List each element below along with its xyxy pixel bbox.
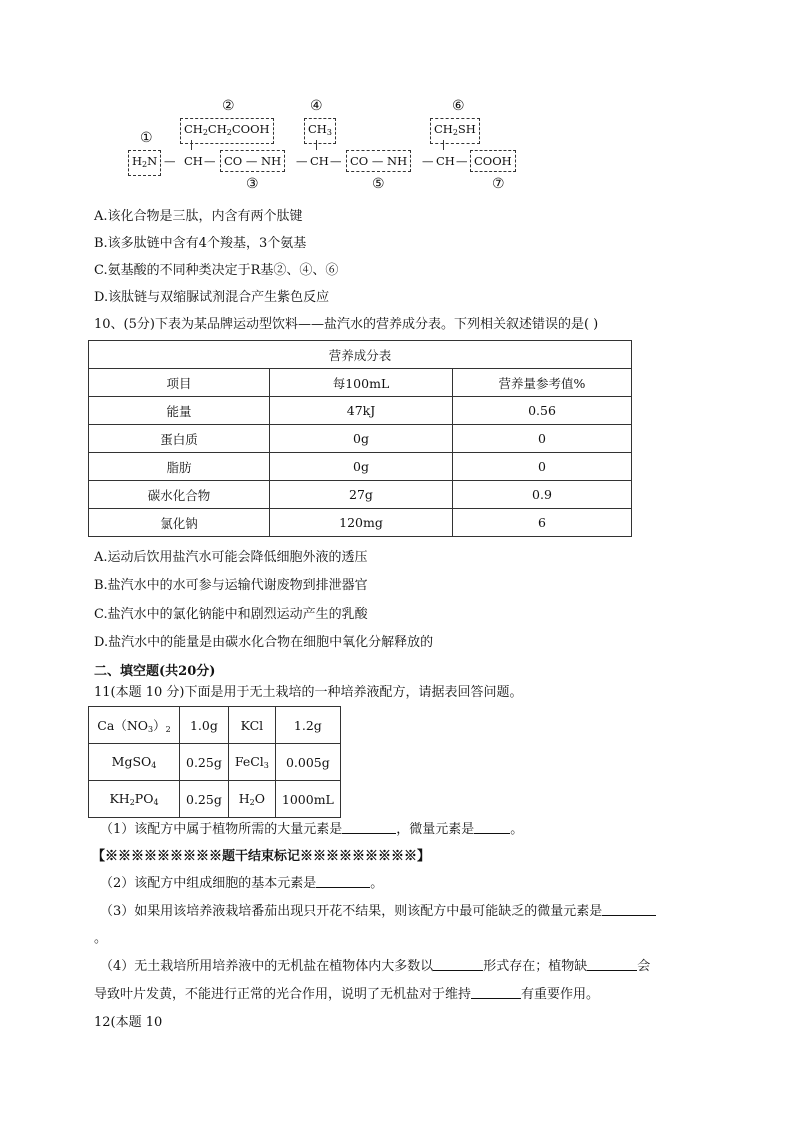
q11-part1-text-a: （1）该配方中属于植物所需的大量元素是 xyxy=(100,822,343,837)
alpha-carbon-1: CH xyxy=(184,154,203,168)
q11-part3-text-a: （3）如果用该培养液栽培番茄出现只开花不结果，则该配方中最可能缺乏的微量元素是 xyxy=(100,904,603,919)
q9-option-a: A.该化合物是三肽，内含有两个肽键 xyxy=(94,209,303,224)
table-cell: KCl xyxy=(228,707,275,744)
bond-vertical-2 xyxy=(316,140,317,150)
bond-4: — xyxy=(330,154,342,168)
table-cell: 1000mL xyxy=(275,781,340,818)
table-cell: FeCl$_3$ xyxy=(228,744,275,781)
peptide-bond-5-box xyxy=(346,150,411,172)
carboxyl-text: COOH xyxy=(474,154,512,168)
table-cell: 0.25g xyxy=(180,781,229,818)
q11-part4-line2 xyxy=(94,983,599,1002)
table-cell: 脂肪 xyxy=(89,453,270,481)
q10-option-a: A.运动后饮用盐汽水可能会降低细胞外液的透压 xyxy=(94,550,368,565)
amino-n: N xyxy=(147,154,158,168)
table-cell: 0g xyxy=(270,453,453,481)
label-circle-2: ② xyxy=(222,98,235,114)
table-row xyxy=(89,397,632,425)
peptide-bond-5-co: CO xyxy=(350,154,369,168)
answer-blank[interactable] xyxy=(433,958,483,971)
r-group-6-box xyxy=(430,118,480,144)
nutrition-table-title: 营养成分表 xyxy=(89,341,632,369)
r-group-2-box xyxy=(180,118,274,144)
label-circle-6: ⑥ xyxy=(452,98,465,114)
bond-5: — xyxy=(422,154,434,168)
peptide-bond-3-box xyxy=(220,150,285,172)
r-group-2-text: $CH_2CH_2COOH$ xyxy=(184,122,270,137)
question-end-marker: 【※※※※※※※※※题干结束标记※※※※※※※※※】 xyxy=(92,849,431,864)
table-cell: 47kJ xyxy=(270,397,453,425)
table-row xyxy=(89,707,341,744)
q9-option-b: B.该多肽链中含有4个羧基，3个氨基 xyxy=(94,236,307,251)
table-row xyxy=(89,509,632,537)
bond-vertical-3 xyxy=(443,140,444,150)
answer-blank[interactable] xyxy=(342,821,396,834)
peptide-bond-3-nh: NH xyxy=(261,154,282,168)
table-cell: 能量 xyxy=(89,397,270,425)
q9-option-c: C.氨基酸的不同种类决定于R基②、④、⑥ xyxy=(94,263,339,278)
q11-part1 xyxy=(100,818,523,837)
table-cell: 1.2g xyxy=(275,707,340,744)
table-header-cell: 营养量参考值% xyxy=(453,369,632,397)
r-group-4-text: $CH_3$ xyxy=(308,122,332,137)
q11-part1-text-c: 。 xyxy=(510,822,524,837)
table-cell: 碳水化合物 xyxy=(89,481,270,509)
table-cell: 0.005g xyxy=(275,744,340,781)
q11-part2-text-a: （2）该配方中组成细胞的基本元素是 xyxy=(100,876,317,891)
q10-option-d: D.盐汽水中的能量是由碳水化合物在细胞中氧化分解释放的 xyxy=(94,635,434,650)
table-cell: 120mg xyxy=(270,509,453,537)
amino-h: H xyxy=(132,154,143,168)
table-cell: 0.25g xyxy=(180,744,229,781)
label-circle-4: ④ xyxy=(310,98,323,114)
alpha-carbon-3: CH xyxy=(436,154,455,168)
q11-part4-line1 xyxy=(100,955,650,974)
peptide-structure-diagram xyxy=(120,94,540,198)
table-cell: 氯化钠 xyxy=(89,509,270,537)
carboxyl-group-box xyxy=(470,150,516,172)
bond-2: — xyxy=(204,154,216,168)
table-cell: 0g xyxy=(270,425,453,453)
q11-part4-text-d: 导致叶片发黄，不能进行正常的光合作用，说明了无机盐对于维持 xyxy=(94,987,472,1002)
peptide-bond-3-dash: — xyxy=(245,154,258,168)
bond-3: — xyxy=(296,154,308,168)
q11-part2-text-b: 。 xyxy=(370,876,384,891)
q11-part1-text-b: ，微量元素是 xyxy=(396,822,475,837)
q11-part4-text-b: 形式存在；植物缺 xyxy=(483,959,588,974)
table-row xyxy=(89,744,341,781)
bond-1: — xyxy=(164,154,176,168)
table-cell: $Ca(NO_3)_2$ xyxy=(89,707,180,744)
peptide-bond-3-co: CO xyxy=(224,154,243,168)
nutrition-table xyxy=(88,340,632,537)
q12-stem: 12(本题 10 xyxy=(94,1015,163,1030)
table-header-row xyxy=(89,369,632,397)
alpha-carbon-2: CH xyxy=(310,154,329,168)
table-header-cell: 每100mL xyxy=(270,369,453,397)
q11-part2 xyxy=(100,872,383,891)
table-cell: 0.9 xyxy=(453,481,632,509)
peptide-bond-5-nh: NH xyxy=(387,154,408,168)
label-circle-5: ⑤ xyxy=(372,176,385,192)
table-row xyxy=(89,453,632,481)
table-row xyxy=(89,481,632,509)
table-cell: MgSO$_4$ xyxy=(89,744,180,781)
r-group-4-box xyxy=(304,118,336,144)
r-group-6-text: $CH_2SH$ xyxy=(434,122,476,137)
q11-part3-end: 。 xyxy=(94,931,108,946)
answer-blank[interactable] xyxy=(316,875,370,888)
table-cell: 6 xyxy=(453,509,632,537)
table-row xyxy=(89,781,341,818)
amino-group-box xyxy=(128,150,161,176)
q11-stem: 11(本题 10 分)下面是用于无土栽培的一种培养液配方，请据表回答问题。 xyxy=(94,685,523,700)
q10-option-b: B.盐汽水中的水可参与运输代谢废物到排泄器官 xyxy=(94,578,368,593)
q9-option-d: D.该肽链与双缩脲试剂混合产生紫色反应 xyxy=(94,290,330,305)
q10-stem: 10、(5分)下表为某品牌运动型饮料——盐汽水的营养成分表。下列相关叙述错误的是( ) xyxy=(94,317,599,332)
table-cell: 0.56 xyxy=(453,397,632,425)
q11-part4-text-a: （4）无土栽培所用培养液中的无机盐在植物体内大多数以 xyxy=(100,959,434,974)
table-cell: $H_2O$ xyxy=(228,781,275,818)
q11-part4-text-e: 有重要作用。 xyxy=(521,987,600,1002)
table-cell: 1.0g xyxy=(180,707,229,744)
nutrient-solution-table xyxy=(88,706,341,818)
answer-blank[interactable] xyxy=(474,821,510,834)
bond-6: — xyxy=(456,154,468,168)
table-cell: 0 xyxy=(453,425,632,453)
label-circle-1: ① xyxy=(140,130,153,146)
table-row xyxy=(89,425,632,453)
answer-blank[interactable] xyxy=(471,986,521,999)
q10-option-c: C.盐汽水中的氯化钠能中和剧烈运动产生的乳酸 xyxy=(94,607,368,622)
amino-sub: 2 xyxy=(142,160,148,169)
table-cell: 蛋白质 xyxy=(89,425,270,453)
answer-blank[interactable] xyxy=(587,958,637,971)
section-2-title: 二、填空题(共20分) xyxy=(94,664,216,679)
q11-part3 xyxy=(100,900,656,919)
table-cell: 27g xyxy=(270,481,453,509)
answer-blank[interactable] xyxy=(602,903,656,916)
table-cell: $KH_2PO_4$ xyxy=(89,781,180,818)
label-circle-7: ⑦ xyxy=(492,176,505,192)
bond-vertical-1 xyxy=(191,140,192,150)
table-cell: 0 xyxy=(453,453,632,481)
table-header-cell: 项目 xyxy=(89,369,270,397)
peptide-bond-5-dash: — xyxy=(371,154,384,168)
label-circle-3: ③ xyxy=(246,176,259,192)
q11-part4-text-c: 会 xyxy=(637,959,651,974)
